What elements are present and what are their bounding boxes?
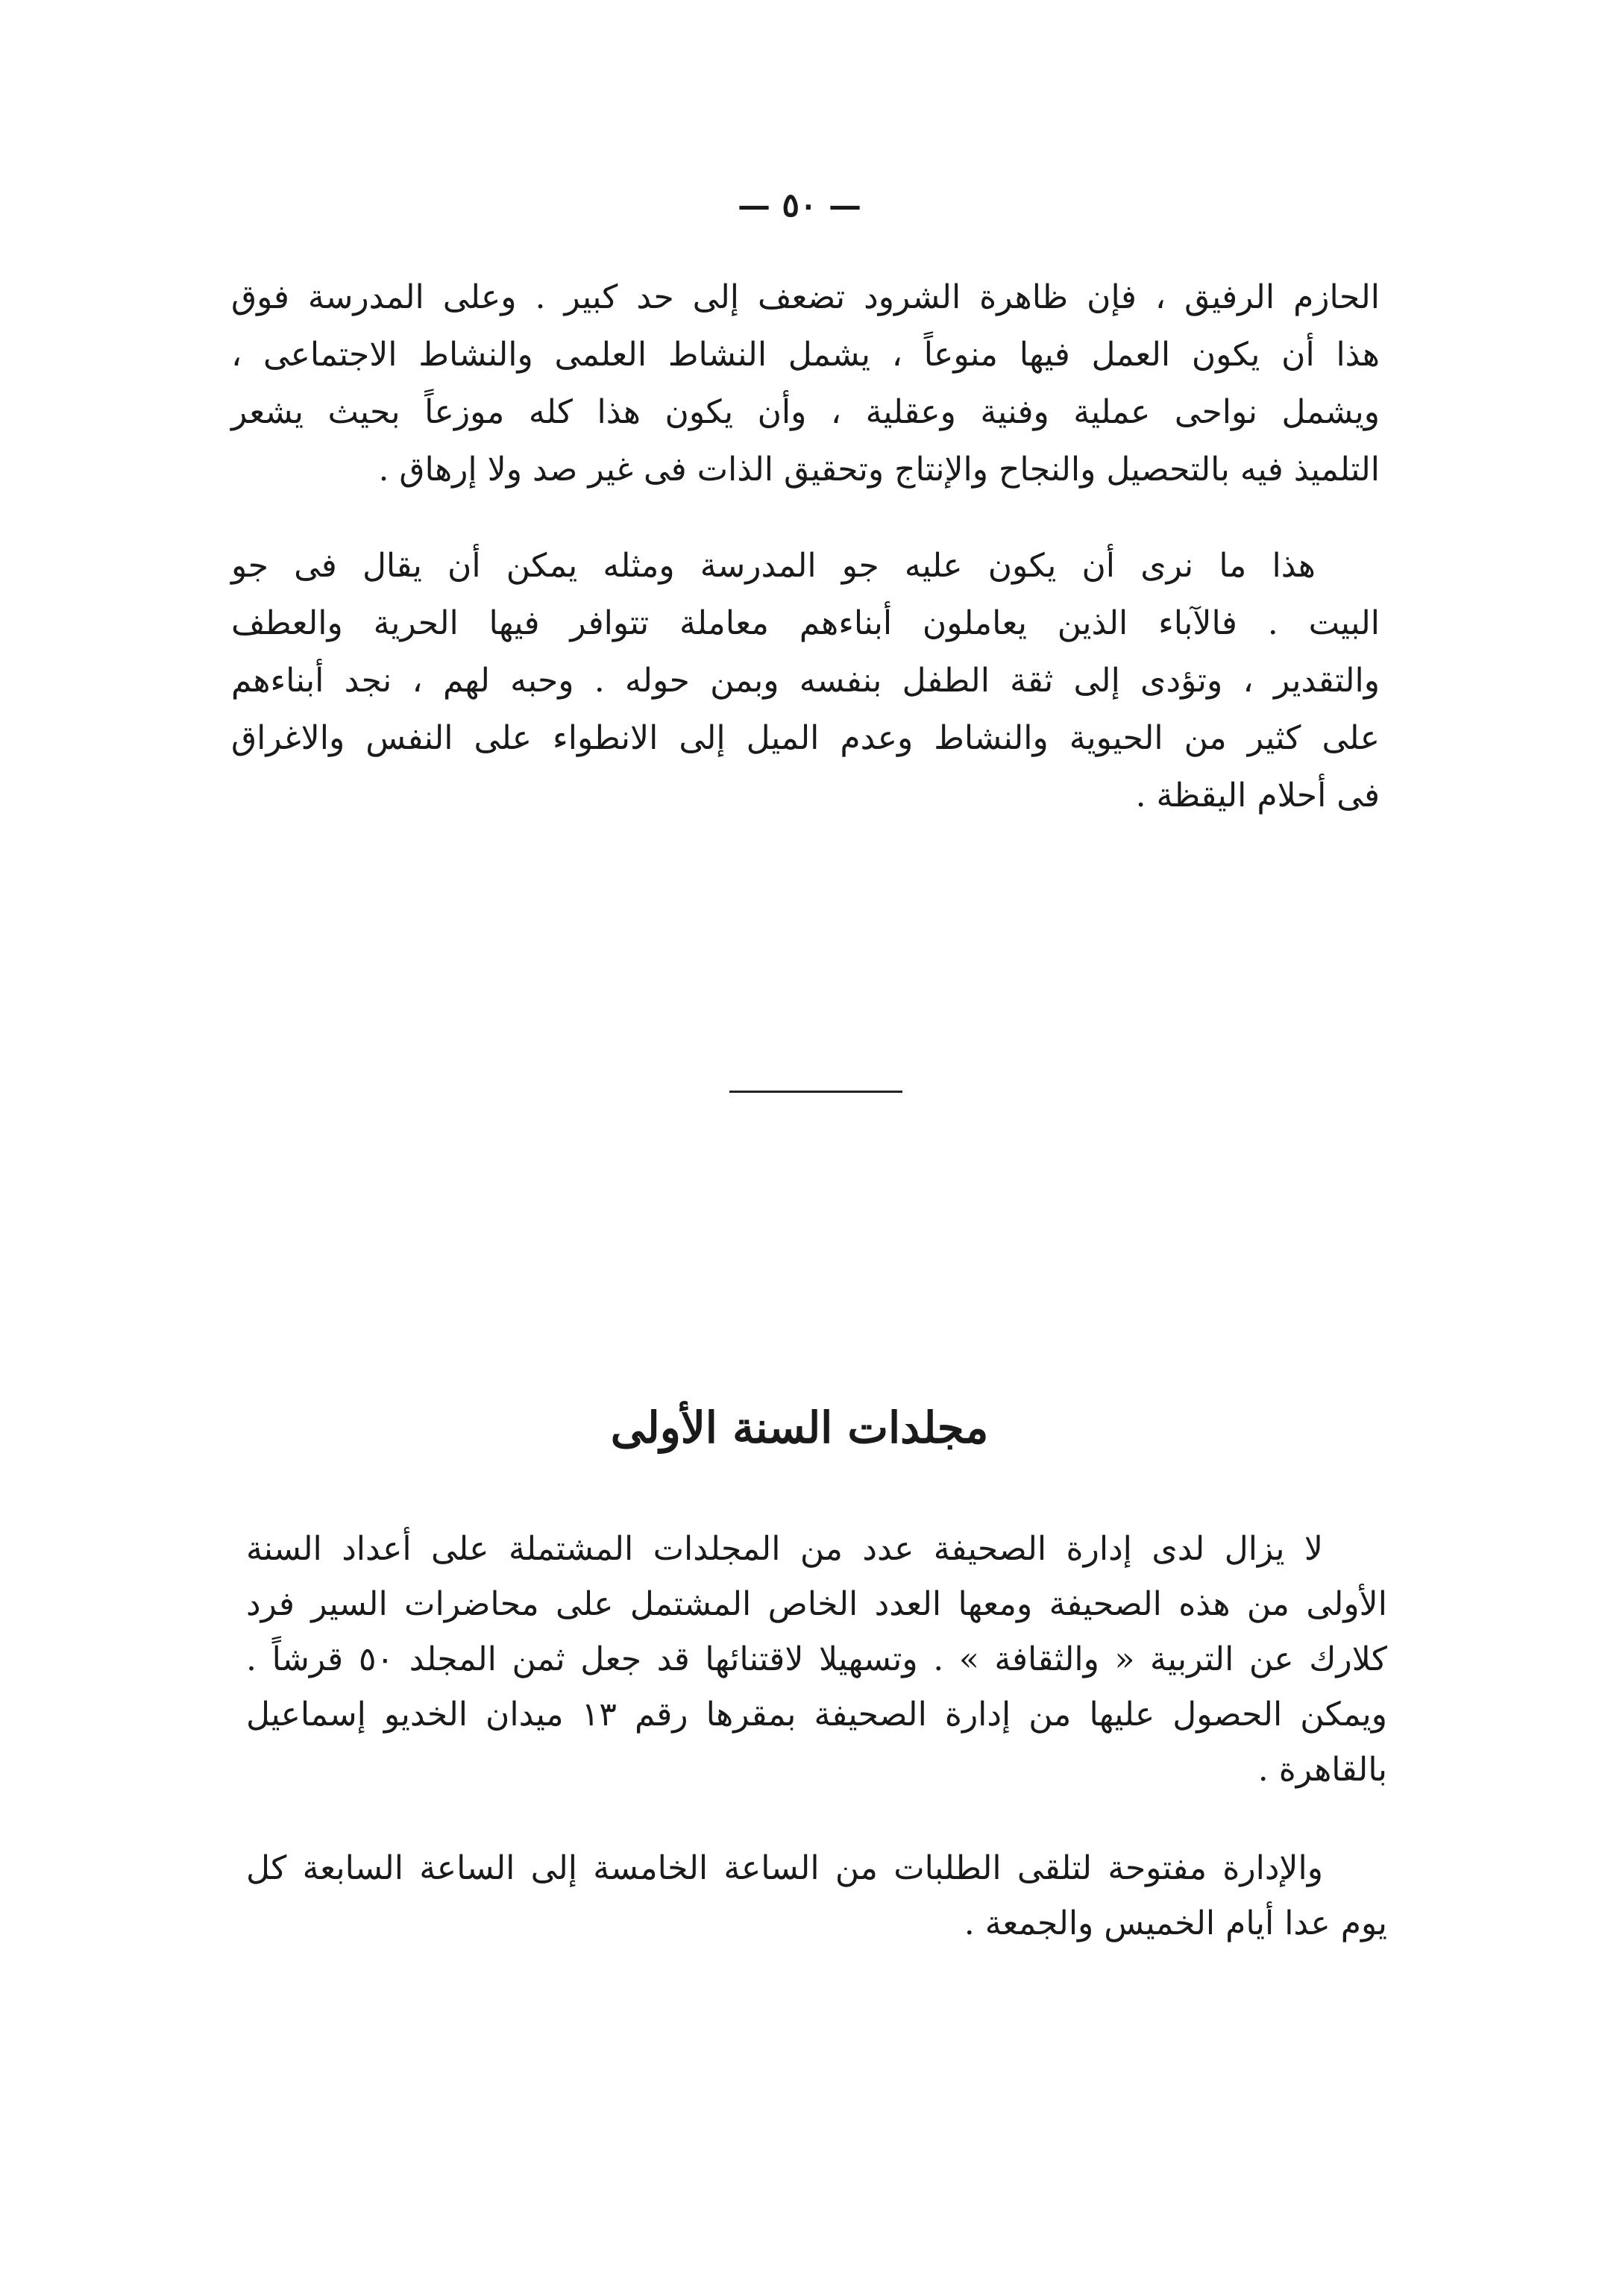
text-line: يوم عدا أيام الخميس والجمعة .	[964, 1904, 1387, 1942]
text-line: والتقدير ، وتؤدى إلى ثقة الطفل بنفسه وبمن حوله . وحبه لهم ، نجد أبناءهم	[231, 662, 1380, 700]
text-line: هذا ما نرى أن يكون عليه جو المدرسة ومثله يمكن أن يقال فى جو	[231, 547, 1316, 585]
text-line: الأولى من هذه الصحيفة ومعها العدد الخاص المشتمل على محاضرات السير فرد	[246, 1585, 1387, 1623]
text-line: الحازم الرفيق ، فإن ظاهرة الشرود تضعف إلى حد كبير . وعلى المدرسة فوق	[231, 278, 1380, 316]
text-line: التلميذ فيه بالتحصيل والنجاح والإنتاج وتحقيق الذات فى غير صد ولا إرهاق .	[378, 451, 1380, 489]
paragraph-3	[246, 1522, 1387, 1798]
page-number: — ٥٠ —	[738, 186, 861, 225]
text-line: هذا أن يكون العمل فيها منوعاً ، يشمل النشاط العلمى والنشاط الاجتماعى ،	[231, 336, 1380, 374]
paragraph-2	[231, 537, 1380, 824]
text-line: على كثير من الحيوية والنشاط وعدم الميل إلى الانطواء على النفس والاغراق	[231, 719, 1380, 757]
text-line: البيت . فالآباء الذين يعاملون أبناءهم معاملة تتوافر فيها الحرية والعطف	[231, 604, 1380, 642]
text-line: ويمكن الحصول عليها من إدارة الصحيفة بمقرها رقم ١٣ ميدان الخديو إسماعيل	[246, 1696, 1387, 1734]
section-title: مجلدات السنة الأولى	[610, 1402, 989, 1453]
text-line: فى أحلام اليقظة .	[1135, 777, 1380, 815]
text-line: كلارك عن التربية « والثقافة » . وتسهيلا لاقتنائها قد جعل ثمن المجلد ٥٠ قرشاً .	[246, 1640, 1388, 1678]
text-line: والإدارة مفتوحة لتلقى الطلبات من الساعة الخامسة إلى الساعة السابعة كل	[246, 1849, 1323, 1887]
text-line: بالقاهرة .	[1257, 1751, 1387, 1789]
paragraph-4	[246, 1841, 1387, 1951]
text-line: لا يزال لدى إدارة الصحيفة عدد من المجلدات المشتملة على أعداد السنة	[246, 1530, 1323, 1568]
text-line: ويشمل نواحى عملية وفنية وعقلية ، وأن يكون هذا كله موزعاً بحيث يشعر	[231, 393, 1380, 431]
paragraph-1	[231, 269, 1380, 498]
section-divider	[729, 1091, 902, 1093]
